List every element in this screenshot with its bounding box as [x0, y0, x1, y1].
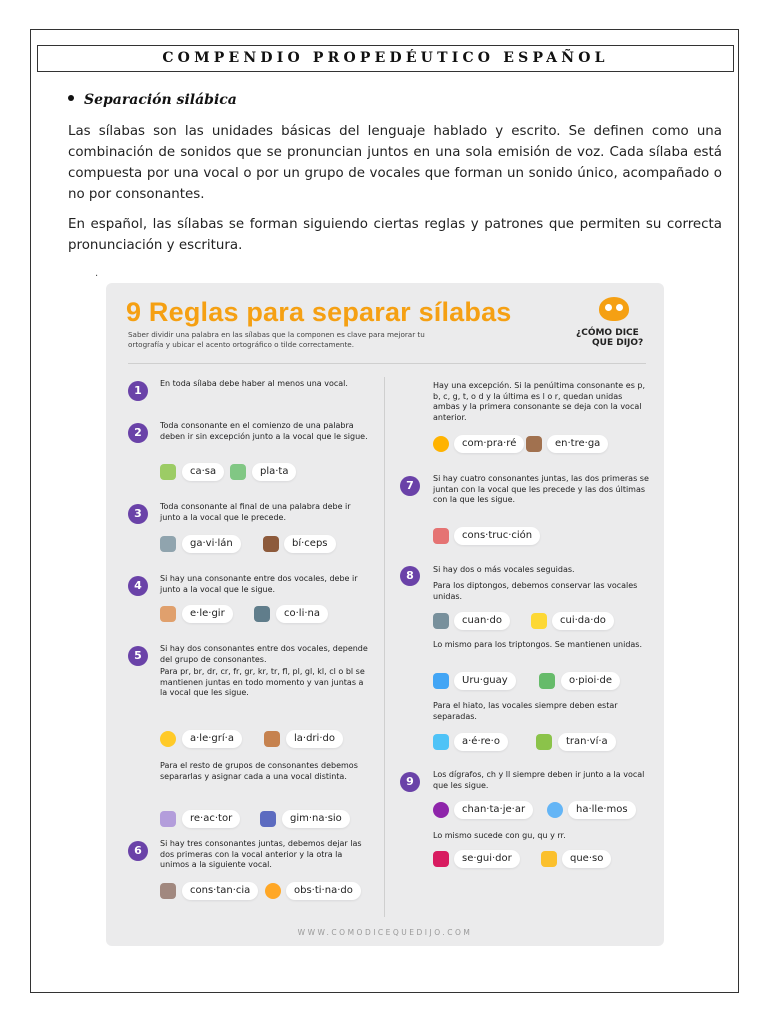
coin-icon	[433, 436, 449, 452]
bicep-icon	[263, 536, 279, 552]
mountain-icon	[160, 536, 176, 552]
rule-2-text: Toda consonante en el comienzo de una palabra deben ir sin excepción junto a la vocal que le sigue.	[160, 421, 368, 441]
example-word: a·le·grí·a	[182, 730, 242, 748]
paragraph-1: Las sílabas son las unidades básicas del lenguaje hablado y escrito. Se definen como una combinación de sonidos que se pronuncian juntos en una sola emisión de voz. Cada sílaba está compuesta por una vocal o por un grupo de vocales que forman un sonido único, acompañado o no por consonantes.	[68, 124, 722, 202]
example-word: a·é·re·o	[454, 733, 508, 751]
angry-face-icon	[265, 883, 281, 899]
syllable-rules-infographic	[106, 283, 664, 946]
example-word: la·dri·do	[286, 730, 343, 748]
plant-icon	[539, 673, 555, 689]
package-icon	[526, 436, 542, 452]
example-word: ca·sa	[182, 463, 224, 481]
example-word: ga·vi·lán	[182, 535, 241, 553]
example-word: ha·lle·mos	[568, 801, 636, 819]
rule-number-badge: 7	[400, 476, 420, 496]
people-icon	[433, 851, 449, 867]
logo-text-line2: QUE DIJO?	[592, 338, 644, 348]
watch-icon	[433, 613, 449, 629]
smile-icon	[160, 731, 176, 747]
rule-9-text: Los dígrafos, ch y ll siempre deben ir junto a la vocal que les sigue.	[433, 770, 645, 790]
example-word: gim·na·sio	[282, 810, 350, 828]
example-word: re·ac·tor	[182, 810, 240, 828]
example-word: cons·tan·cia	[182, 882, 258, 900]
example-word: que·so	[562, 850, 611, 868]
rule-8-text: Si hay dos o más vocales seguidas.	[433, 565, 575, 574]
example-word: obs·ti·na·do	[286, 882, 361, 900]
brand-logo	[576, 297, 646, 357]
rule-5-detail: Para pr, br, dr, cr, fr, gr, kr, tr, fl, pl, gl, kl, cl o bl se mantienen juntas en todo momento y van juntas a la vocal que les sigue.	[160, 667, 365, 697]
rule-number-badge: 3	[128, 504, 148, 524]
section-heading-text: Separación silábica	[84, 92, 237, 108]
money-icon	[230, 464, 246, 480]
rule-number-badge: 6	[128, 841, 148, 861]
rule-number-badge: 5	[128, 646, 148, 666]
rule-8-detail-2: Lo mismo para los triptongos. Se mantienen unidas.	[433, 640, 643, 649]
dog-icon	[264, 731, 280, 747]
atom-icon	[160, 811, 176, 827]
rule-number-badge: 9	[400, 772, 420, 792]
speech-bubble-icon	[599, 297, 629, 321]
example-word: chan·ta·je·ar	[454, 801, 533, 819]
infographic-footer: WWW.COMODICEQUEDIJO.COM	[297, 928, 473, 937]
example-word: pla·ta	[252, 463, 296, 481]
airplane-icon	[433, 734, 449, 750]
rule-number-badge: 1	[128, 381, 148, 401]
rule-6-text: Si hay tres consonantes juntas, debemos dejar las dos primeras con la vocal anterior y la otra la unimos a la siguiente vocal.	[160, 839, 362, 869]
example-word: cui·da·do	[552, 612, 614, 630]
rule-4-text: Si hay una consonante entre dos vocales, debe ir junto a la vocal que le sigue.	[160, 574, 358, 594]
rule-7-text: Si hay cuatro consonantes juntas, las dos primeras se juntan con la vocal que les precede y las dos últimas con la que les sigue.	[433, 474, 649, 504]
example-word: cuan·do	[454, 612, 510, 630]
cheese-icon	[541, 851, 557, 867]
rule-1-text: En toda sílaba debe haber al menos una vocal.	[160, 379, 348, 388]
example-word: en·tre·ga	[547, 435, 608, 453]
rule-9-detail: Lo mismo sucede con gu, qu y rr.	[433, 831, 566, 840]
example-word: e·le·gir	[182, 605, 233, 623]
paragraph-2: En español, las sílabas se forman siguiendo ciertas reglas y patrones que permiten su correcta pronunciación y escritura.	[68, 217, 722, 253]
rule-3-text: Toda consonante al final de una palabra debe ir junto a la vocal que le precede.	[160, 502, 351, 522]
logo-text-line1: ¿CÓMO DICE	[576, 328, 639, 338]
devil-icon	[433, 802, 449, 818]
infographic-title: 9 Reglas para separar sílabas	[126, 297, 512, 327]
example-word: bí·ceps	[284, 535, 336, 553]
rule-5-text: Si hay dos consonantes entre dos vocales, depende del grupo de consonantes.	[160, 644, 368, 664]
flag-icon	[433, 673, 449, 689]
column-divider	[384, 377, 385, 917]
pointing-hand-icon	[160, 606, 176, 622]
example-word: cons·truc·ción	[454, 527, 540, 545]
rule-number-badge: 8	[400, 566, 420, 586]
rule-6-exception-text: Hay una excepción. Si la penúltima consonante es p, b, c, g, t, o d y la última es l o r, quedan unidas ambas y la primera consonante se deja con la vocal anterior.	[433, 381, 646, 422]
crane-icon	[433, 528, 449, 544]
example-word: Uru·guay	[454, 672, 516, 690]
example-word: com·pra·ré	[454, 435, 524, 453]
stray-mark: .	[95, 268, 99, 279]
rule-5-detail-2: Para el resto de grupos de consonantes debemos separarlas y asignar cada a una vocal distinta.	[160, 761, 358, 781]
example-word: tran·ví·a	[558, 733, 616, 751]
lightning-icon	[531, 613, 547, 629]
infographic-subtitle: Saber dividir una palabra en las sílabas que la componen es clave para mejorar tu ortografía y ubicar el acento ortográfico o tilde correctamente.	[128, 330, 425, 349]
rule-number-badge: 4	[128, 576, 148, 596]
document-title: COMPENDIO PROPEDÉUTICO ESPAÑOL	[37, 45, 734, 72]
rule-8-detail: Para los diptongos, debemos conservar las vocales unidas.	[433, 581, 638, 601]
gym-icon	[260, 811, 276, 827]
magnifier-icon	[547, 802, 563, 818]
rule-number-badge: 2	[128, 423, 148, 443]
tram-icon	[536, 734, 552, 750]
bullet-icon	[68, 95, 74, 101]
example-word: se·gui·dor	[454, 850, 520, 868]
example-word: o·pioi·de	[561, 672, 620, 690]
divider	[128, 363, 646, 364]
example-word: co·li·na	[276, 605, 328, 623]
house-icon	[160, 464, 176, 480]
section-heading	[68, 92, 237, 108]
person-icon	[160, 883, 176, 899]
hill-icon	[254, 606, 270, 622]
rule-8-detail-3: Para el hiato, las vocales siempre deben estar separadas.	[433, 701, 618, 721]
